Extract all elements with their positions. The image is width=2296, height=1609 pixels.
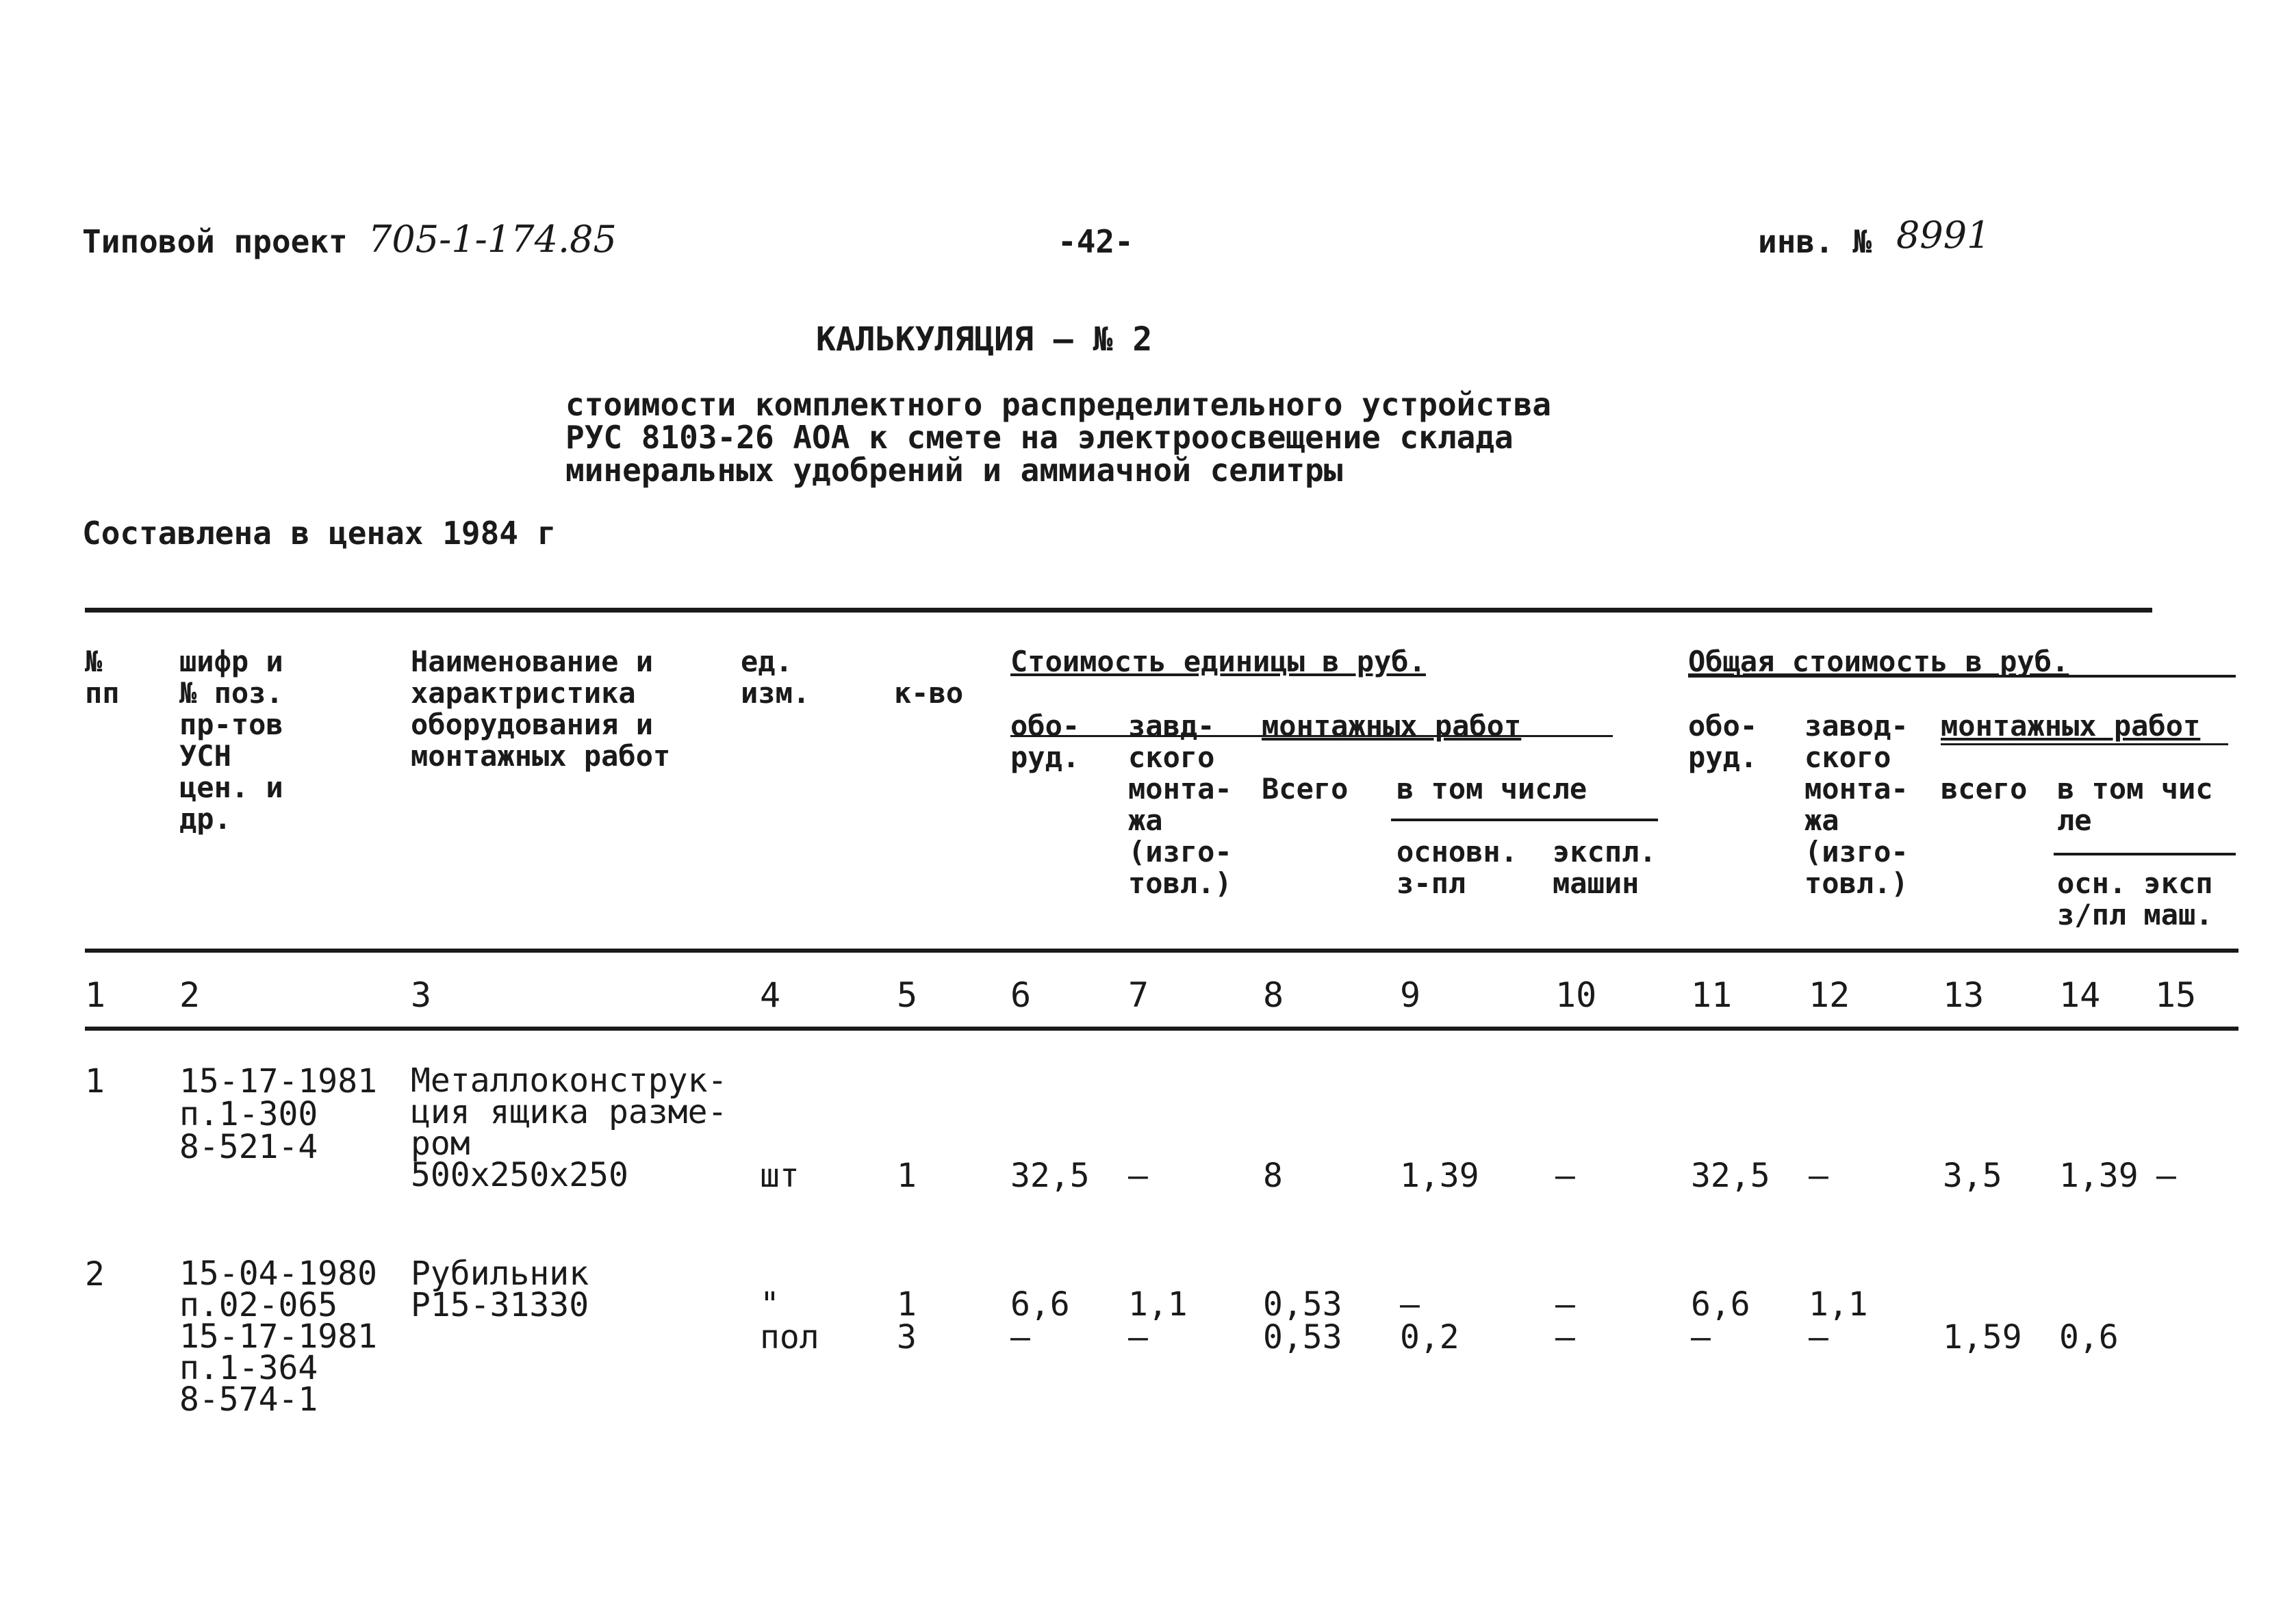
row-name: Рубильник Р15-31330: [411, 1254, 589, 1324]
total-cost-group-header: Общая стоимость в руб.: [1688, 645, 2069, 678]
row-name: Металлоконструк- ция ящика разме- ром 500х250х250: [411, 1061, 728, 1194]
incl-group-header: в том числе: [1396, 772, 1587, 806]
row-total-wage: 0,6: [2059, 1318, 2119, 1356]
row-machines: – –: [1555, 1285, 1575, 1356]
row-code: 15-04-1980 п.02-065 15-17-1981 п.1-364 8-574-1: [179, 1254, 377, 1419]
col-header-number: № пп: [85, 645, 120, 710]
header-bottom-rule: [85, 949, 2238, 953]
row-unit: " пол: [760, 1285, 819, 1356]
subtitle-line-2: РУС 8103-26 АОА к смете на электроосвещение склада: [565, 419, 1514, 456]
row-total-mount: 3,5: [1943, 1157, 2002, 1195]
column-number-8: 8: [1263, 975, 1284, 1015]
unit-cost-group-header: Стоимость единицы в руб.: [1010, 645, 1426, 678]
row-total-mount: 1,59: [1943, 1318, 2022, 1356]
total-incl-rule: [2054, 853, 2236, 855]
inventory-number: 8991: [1896, 214, 1991, 257]
row-number: 1: [85, 1062, 105, 1100]
row-equipment-cost: 32,5: [1010, 1157, 1090, 1195]
column-number-1: 1: [85, 975, 106, 1015]
row-qty: 1 3: [897, 1285, 917, 1356]
row-total-equipment: 6,6 –: [1691, 1285, 1750, 1356]
row-total-machines: –: [2156, 1157, 2176, 1195]
project-code: 705-1-174.85: [368, 218, 617, 261]
column-numbers-rule: [85, 1027, 2238, 1031]
column-number-13: 13: [1943, 975, 1985, 1015]
row-basic-wage: – 0,2: [1400, 1285, 1459, 1356]
col-header-equipment: обо- руд.: [1010, 709, 1080, 774]
column-number-10: 10: [1555, 975, 1597, 1015]
column-number-15: 15: [2155, 975, 2197, 1015]
prices-note: Составлена в ценах 1984 г: [82, 515, 557, 552]
column-number-12: 12: [1809, 975, 1850, 1015]
col-header-wage-machines: осн. эксп з/пл маш.: [2057, 866, 2213, 931]
column-number-14: 14: [2059, 975, 2101, 1015]
row-total-equipment: 32,5: [1691, 1157, 1770, 1195]
row-unit: шт: [760, 1157, 800, 1195]
row-factory-mount-cost: 1,1 –: [1128, 1285, 1188, 1356]
col-header-total-equipment: обо- руд.: [1688, 709, 1758, 774]
col-header-code: шифр и № поз. пр-тов УСН цен. и др.: [179, 645, 283, 836]
row-total-factory-mount: –: [1809, 1157, 1828, 1195]
total-mount-works-group-header: монтажных работ: [1941, 709, 2201, 743]
subtitle-line-3: минеральных удобрений и аммиачной селитры: [565, 452, 1343, 489]
column-number-9: 9: [1400, 975, 1421, 1015]
column-number-7: 7: [1128, 975, 1149, 1015]
page-number: -42-: [1058, 223, 1134, 260]
col-header-total-factory-mount: завод- ского монта- жа (изго- товл.): [1804, 709, 1909, 900]
row-machines: –: [1555, 1157, 1575, 1195]
col-header-total-mount: Всего: [1262, 772, 1349, 806]
column-number-3: 3: [411, 975, 432, 1015]
table-top-rule: [85, 608, 2152, 613]
row-mount-total: 0,53 0,53: [1263, 1285, 1342, 1356]
mount-works-group-header: монтажных работ: [1262, 709, 1522, 743]
row-basic-wage: 1,39: [1400, 1157, 1479, 1195]
total-mount-rule: [1941, 743, 2228, 745]
document-title: КАЛЬКУЛЯЦИЯ – № 2: [816, 320, 1153, 359]
row-qty: 1: [897, 1157, 917, 1195]
col-header-basic-wage: основн. з-пл: [1396, 835, 1518, 900]
row-total-wage: 1,39: [2059, 1157, 2139, 1195]
unit-incl-rule: [1391, 819, 1658, 821]
col-header-machines: экспл. машин: [1553, 835, 1657, 900]
column-number-11: 11: [1691, 975, 1733, 1015]
column-number-2: 2: [179, 975, 201, 1015]
inventory-label: инв. №: [1758, 223, 1872, 260]
column-number-4: 4: [760, 975, 781, 1015]
col-header-factory-mount: завд- ского монта- жа (изго- товл.): [1128, 709, 1232, 900]
row-number: 2: [85, 1255, 105, 1293]
subtitle-line-1: стоимости комплектного распределительного устройства: [565, 386, 1552, 423]
row-code: 15-17-1981 п.1-300 8-521-4: [179, 1062, 377, 1166]
row-total-factory-mount: 1,1 –: [1809, 1285, 1868, 1356]
project-label: Типовой проект: [82, 223, 348, 260]
column-number-6: 6: [1010, 975, 1032, 1015]
total-incl-group-header: в том чис ле: [2057, 772, 2213, 837]
row-mount-total: 8: [1263, 1157, 1283, 1195]
column-number-5: 5: [897, 975, 918, 1015]
col-header-unit: ед. изм.: [741, 645, 811, 710]
row-factory-mount-cost: –: [1128, 1157, 1148, 1195]
row-equipment-cost: 6,6 –: [1010, 1285, 1070, 1356]
col-header-qty: к-во: [894, 676, 964, 710]
col-header-name: Наименование и характристика оборудования и монтажных работ: [411, 645, 671, 773]
col-header-total-all: всего: [1941, 772, 2028, 806]
